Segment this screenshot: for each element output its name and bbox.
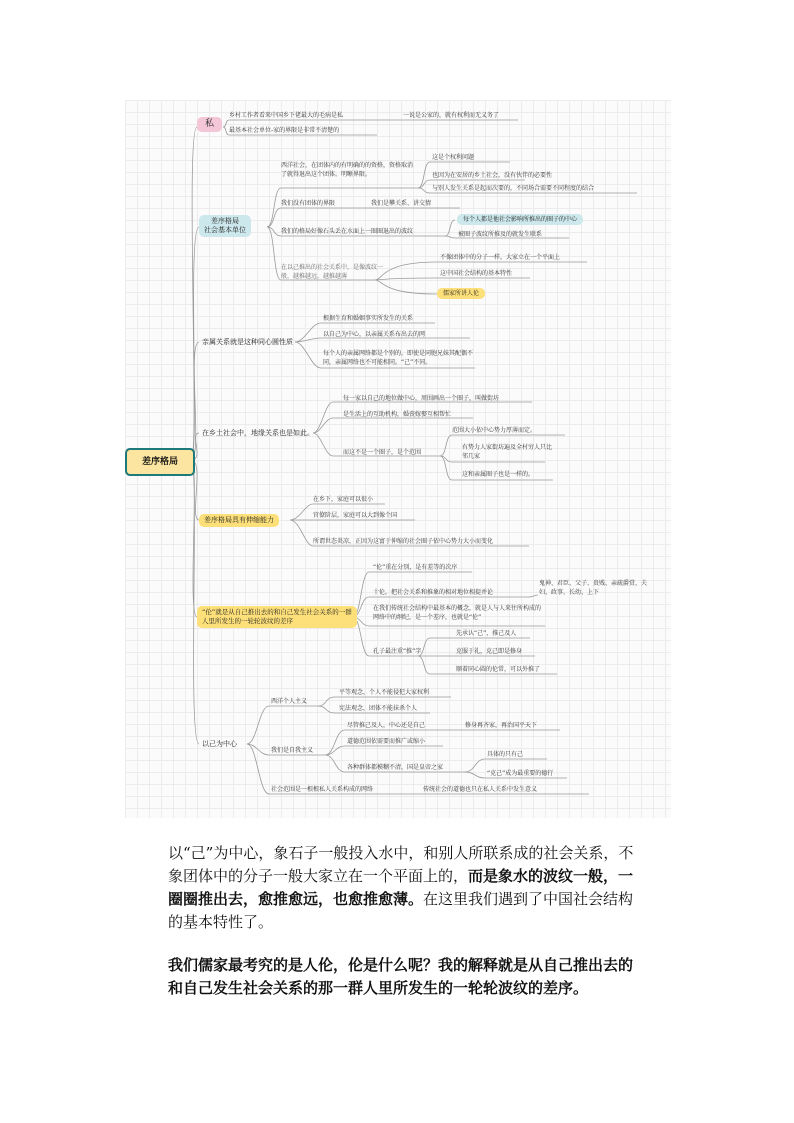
node-chaxu-x3: 与别人发生关系是起而次要的，不同场合需要不同程度的结合 bbox=[432, 185, 595, 192]
node-chaxu-s2: 被圈子波纹所推及的就发生联系 bbox=[458, 231, 543, 238]
node-lun-c: 在我们传统社会结构中最基本的概念，就是人与人来往所构成的网络中的纲纪，是一个差序，也就是“伦” bbox=[373, 605, 542, 621]
node-diyuan-c: 而这不是一个圈子，是个范围 bbox=[343, 449, 422, 456]
node-chaxu-shitou: 我们的格局好像石头丢在水面上一圈圈退出的波纹 bbox=[281, 228, 414, 235]
node-chaxu-tuichu: 在以己推出的社会关系中，是像波纹一般，越推越远，越推越薄 bbox=[281, 264, 384, 280]
node-lun-d: 孔子最注重“推”字 bbox=[373, 648, 422, 655]
edge-root-jiji bbox=[191, 460, 199, 744]
node-jiji-c1: 传统社会的道德也只在私人关系中发生意义 bbox=[423, 786, 538, 793]
node-jiji-a2: 宪法观念，团体不能抹杀个人 bbox=[339, 705, 418, 712]
node-qinshu-b: 以自己为中心，以亲属关系布出去的网 bbox=[323, 331, 426, 338]
node-diyuan-c3: 这和亲属圈子也是一样的。 bbox=[462, 471, 535, 478]
node-jiji-a: 西洋个人主义 bbox=[271, 698, 308, 705]
node-jiji-b3: 各种群体都模糊不清，国是皇帝之家 bbox=[347, 764, 444, 771]
body-text bbox=[168, 842, 638, 1020]
node-lun-b: 十伦，把社会关系和推象的相对地位相提并论 bbox=[373, 589, 494, 596]
node-diyuan-c1: 范围大小依中心势力厚薄而定。 bbox=[452, 427, 537, 434]
root-node: 差序格局 bbox=[125, 448, 195, 476]
paragraph-1-tail: 在这里我们遇到了中国社会结构的基本特性了。 bbox=[168, 890, 634, 931]
node-jiji-b1: 尽管推己及人，中心还是自己 bbox=[347, 722, 426, 729]
node-chaxu-j1: 我们是攀关系、讲交情 bbox=[371, 200, 432, 207]
category-diyuan: 在乡土社会中，地缘关系也是如此。 bbox=[202, 429, 314, 437]
node-si-a1: 一说是公家的，就有权利而无义务了 bbox=[403, 112, 500, 119]
category-shensuo: 差序格局具有伸缩能力 bbox=[199, 514, 279, 527]
node-chaxu-x1: 这是个权利问题 bbox=[432, 154, 475, 161]
node-chaxu-x2: 也因为在安居的乡土社会，没有伙伴的必要性 bbox=[432, 172, 553, 179]
paragraph-1 bbox=[168, 842, 638, 934]
edge-root-qinshu bbox=[191, 342, 199, 460]
node-jiji-a1: 平等观念，个人不能侵犯大家权利 bbox=[339, 689, 430, 696]
node-chaxu-xiyang: 西洋社会，在团体内的有明确的的资格，资格取消了就得退出这个团体。明晰界限。 bbox=[281, 162, 414, 178]
node-chaxu-s1: 每个人都是他社会影响所推出的圈子的中心 bbox=[457, 214, 583, 225]
node-jiji-b3b: “克己”成为最重要的德行 bbox=[487, 770, 554, 777]
node-jiji-b: 我们是自我主义 bbox=[271, 747, 314, 754]
mindmap-diagram bbox=[125, 100, 671, 818]
node-lun-d1: 先承认“己”，推己及人 bbox=[456, 630, 517, 637]
node-lun-d2: 克服于礼，克己即是修身 bbox=[456, 648, 523, 655]
node-jiji-c: 社会范围是一根根私人关系构成的网络 bbox=[271, 786, 374, 793]
node-jiji-b3a: 具体的只有己 bbox=[487, 751, 524, 758]
node-shensuo-c: 所谓世态炎凉，正因为这富于伸缩的社会圈子依中心势力大小而变化 bbox=[313, 538, 494, 545]
node-chaxu-jiexian: 我们没有团体的界限 bbox=[281, 200, 336, 207]
node-chaxu-t2: 这中国社会结构的基本特性 bbox=[440, 270, 513, 277]
paragraph-1-bold: 而是象水的波纹一般，一圈圈推出去，愈推愈远，也愈推愈薄。 bbox=[168, 867, 634, 908]
category-jiji: 以己为中心 bbox=[202, 740, 237, 748]
node-shensuo-a: 在乡下，家庭可以很小 bbox=[313, 496, 374, 503]
node-jiji-b1a: 修身再齐家，再治国平天下 bbox=[465, 722, 538, 729]
node-si-b: 最基本社会单位-家的界限是非常不清楚的 bbox=[229, 127, 340, 134]
node-jiji-b2: 道德范围依需要而推广或缩小 bbox=[347, 738, 426, 745]
node-si-a: 乡村工作者看来中国乡下佬最大的毛病是私 bbox=[229, 112, 344, 119]
node-shensuo-b: 官僚阶层，家庭可以大到像个国 bbox=[313, 512, 398, 519]
node-qinshu-a: 根据生育和婚姻事实所发生的关系 bbox=[323, 315, 414, 322]
category-chaxu: 差序格局 社会基本单位 bbox=[199, 215, 251, 237]
paragraph-2: 我们儒家最考究的是人伦，伦是什么呢？我的解释就是从自己推出去的和自己发生社会关系的那一群人里所发生的一轮轮波纹的差序。 bbox=[168, 956, 634, 997]
node-lun-d3: 顺着同心圆的伦常，可以外推了 bbox=[456, 666, 541, 673]
node-diyuan-a: 每一家以自己的地位做中心，周围画出一个圈子，叫做街坊 bbox=[343, 395, 500, 402]
category-si: 私 bbox=[197, 117, 222, 132]
node-diyuan-c2: 有势力人家街坊遍及全村穷人只比邻几家 bbox=[462, 444, 553, 460]
node-lun-b1: 鬼神、君臣、父子、贵贱、亲疏爵赏、夫妇、政事、长幼、上下 bbox=[539, 580, 648, 596]
node-diyuan-b: 是生活上的互助机构，婚丧嫁娶互相帮忙 bbox=[343, 411, 452, 418]
node-lun-a: “伦”重在分别，是有差等的次序 bbox=[373, 564, 458, 571]
category-lun: “伦”就是从自己推出去的和自己发生社会关系的一群人里所发生的一轮轮波纹的差序 bbox=[197, 606, 357, 628]
node-chaxu-t3: 儒家所讲人伦 bbox=[437, 288, 485, 299]
category-qinshu: 亲属关系就是这种同心圆性质 bbox=[202, 338, 293, 346]
node-qinshu-c: 每个人的亲属网络都是个别的，即使是同胞兄妹其配偶不同，亲属网络也不可能相同。“己”不同。 bbox=[323, 350, 474, 366]
paragraph-1-normal: 以“己”为中心，象石子一般投入水中，和别人所联系成的社会关系，不象团体中的分子一般大家立在一个平面上的， bbox=[168, 844, 634, 885]
node-chaxu-t1: 不像团体中的分子一样，大家立在一个平面上 bbox=[440, 254, 561, 261]
